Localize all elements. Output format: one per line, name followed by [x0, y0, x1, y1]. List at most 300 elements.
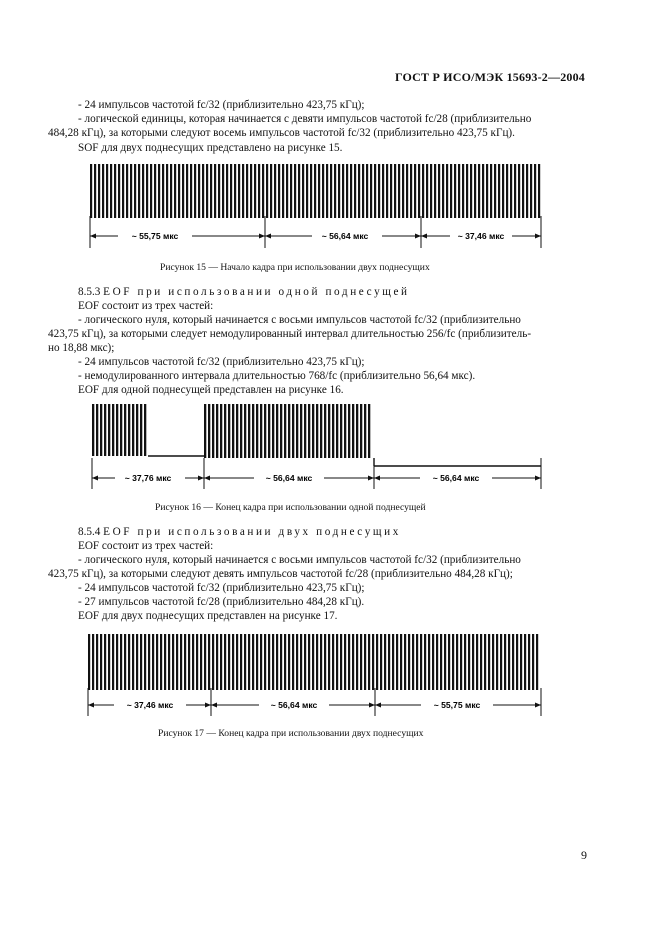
- pulse: [520, 634, 522, 690]
- pulse: [334, 164, 336, 218]
- pulse: [318, 164, 320, 218]
- pulse: [470, 164, 472, 218]
- pulse: [456, 634, 458, 690]
- pulse: [142, 164, 144, 218]
- dimension-arrow: [204, 476, 210, 481]
- pulse: [398, 164, 400, 218]
- pulse: [290, 164, 292, 218]
- pulse: [260, 634, 262, 690]
- pulse: [214, 164, 216, 218]
- section-853-line-6: EOF для одной поднесущей представлен на рисунке 16.: [78, 384, 344, 396]
- section-853-heading: [78, 285, 410, 300]
- pulse: [330, 164, 332, 218]
- pulse: [304, 404, 306, 458]
- pulse: [356, 634, 358, 690]
- sof-line-3: 484,28 кГц), за которыми следуют восемь импульсов частотой fc/32 (приблизительно 423,75 кГц).: [48, 127, 515, 139]
- pulse: [344, 634, 346, 690]
- section-854-line-2: 423,75 кГц), за которыми следуют девять импульсов частотой fc/28 (приблизительно 484,28 кГц);: [48, 568, 513, 580]
- pulse: [436, 634, 438, 690]
- pulse: [284, 404, 286, 458]
- figure-16-label-3: ~ 56,64 мкс: [432, 473, 480, 483]
- pulse: [538, 164, 540, 218]
- pulse: [102, 164, 104, 218]
- pulse: [138, 164, 140, 218]
- pulse: [272, 404, 274, 458]
- pulse: [476, 634, 478, 690]
- pulse: [246, 164, 248, 218]
- figure-16-caption: Рисунок 16 — Конец кадра при использовании одной поднесущей: [155, 502, 426, 513]
- pulse: [296, 634, 298, 690]
- pulse: [300, 634, 302, 690]
- pulse: [124, 404, 126, 456]
- pulse: [322, 164, 324, 218]
- pulse: [288, 634, 290, 690]
- pulse: [98, 164, 100, 218]
- section-854-line-4: - 27 импульсов частотой fc/28 (приблизительно 484,28 кГц).: [78, 596, 365, 608]
- pulse: [96, 634, 98, 690]
- pulse: [210, 164, 212, 218]
- dimension-arrow: [211, 703, 217, 708]
- pulse: [88, 634, 90, 690]
- section-854-intro: EOF состоит из трех частей:: [78, 540, 214, 552]
- pulse: [450, 164, 452, 218]
- pulse: [394, 164, 396, 218]
- dimension-arrow: [375, 703, 381, 708]
- section-853-title: EOF при использовании одной поднесущей: [103, 286, 410, 298]
- pulse: [434, 164, 436, 218]
- pulse: [280, 634, 282, 690]
- pulse: [426, 164, 428, 218]
- section-853-line-4: - 24 импульсов частотой fc/32 (приблизительно 423,75 кГц);: [78, 356, 365, 368]
- pulse: [168, 634, 170, 690]
- pulse: [466, 164, 468, 218]
- pulse: [232, 634, 234, 690]
- pulse: [332, 404, 334, 458]
- pulse: [118, 164, 120, 218]
- dimension-arrow: [368, 476, 374, 481]
- section-854-line-5: EOF для двух поднесущих представлен на рисунке 17.: [78, 610, 338, 622]
- pulse: [150, 164, 152, 218]
- pulse: [474, 164, 476, 218]
- pulse: [464, 634, 466, 690]
- pulse: [380, 634, 382, 690]
- pulse: [208, 404, 210, 458]
- figure-16: [0, 400, 661, 492]
- pulse: [170, 164, 172, 218]
- pulse: [220, 634, 222, 690]
- pulse: [488, 634, 490, 690]
- pulse: [328, 404, 330, 458]
- pulse: [320, 634, 322, 690]
- pulse: [328, 634, 330, 690]
- pulse: [154, 164, 156, 218]
- pulse: [514, 164, 516, 218]
- pulse: [220, 404, 222, 458]
- pulse: [224, 634, 226, 690]
- pulse: [108, 634, 110, 690]
- dimension-arrow: [535, 476, 541, 481]
- pulse: [112, 634, 114, 690]
- pulse: [126, 164, 128, 218]
- pulse: [172, 634, 174, 690]
- pulse: [242, 164, 244, 218]
- pulse: [188, 634, 190, 690]
- pulse: [304, 634, 306, 690]
- pulse: [312, 634, 314, 690]
- section-854-line-1: - логического нуля, который начинается с восьми импульсов частотой fc/32 (приблизительно: [78, 554, 521, 566]
- pulse: [200, 634, 202, 690]
- pulse: [442, 164, 444, 218]
- pulse: [136, 634, 138, 690]
- pulse: [256, 404, 258, 458]
- pulse: [212, 634, 214, 690]
- dimension-arrow: [374, 476, 380, 481]
- pulse: [164, 634, 166, 690]
- pulse: [378, 164, 380, 218]
- pulse: [524, 634, 526, 690]
- pulse: [338, 164, 340, 218]
- pulse: [248, 404, 250, 458]
- pulse: [386, 164, 388, 218]
- pulse: [406, 164, 408, 218]
- pulse: [250, 164, 252, 218]
- pulse: [366, 164, 368, 218]
- pulse: [92, 634, 94, 690]
- pulse: [268, 634, 270, 690]
- pulse: [162, 164, 164, 218]
- pulse: [458, 164, 460, 218]
- pulse: [284, 634, 286, 690]
- pulse: [92, 404, 94, 456]
- pulse: [528, 634, 530, 690]
- pulse: [384, 634, 386, 690]
- pulse: [408, 634, 410, 690]
- pulse: [348, 404, 350, 458]
- pulse: [122, 164, 124, 218]
- pulse: [530, 164, 532, 218]
- figure-15-label-1: ~ 55,75 мкс: [131, 231, 179, 241]
- pulse: [236, 634, 238, 690]
- pulse: [174, 164, 176, 218]
- pulse: [336, 404, 338, 458]
- pulse: [410, 164, 412, 218]
- pulse: [166, 164, 168, 218]
- pulse: [184, 634, 186, 690]
- pulse: [340, 404, 342, 458]
- pulse: [352, 634, 354, 690]
- pulse: [272, 634, 274, 690]
- pulse: [190, 164, 192, 218]
- pulse: [308, 634, 310, 690]
- pulse: [218, 164, 220, 218]
- pulse: [194, 164, 196, 218]
- pulse: [472, 634, 474, 690]
- pulse: [108, 404, 110, 456]
- pulse: [288, 404, 290, 458]
- pulse: [212, 404, 214, 458]
- sof-line-4: SOF для двух поднесущих представлено на рисунке 15.: [78, 142, 343, 154]
- figure-16-label-1: ~ 37,76 мкс: [124, 473, 172, 483]
- pulse: [222, 164, 224, 218]
- figure-15-diagram: [0, 158, 661, 253]
- pulse: [112, 404, 114, 456]
- pulse: [364, 634, 366, 690]
- figure-17-diagram: [0, 628, 661, 720]
- pulse: [522, 164, 524, 218]
- pulse: [178, 164, 180, 218]
- pulse: [452, 634, 454, 690]
- pulse: [416, 634, 418, 690]
- pulse: [370, 164, 372, 218]
- pulse: [282, 164, 284, 218]
- pulse: [236, 404, 238, 458]
- pulse: [204, 404, 206, 458]
- section-854-number: 8.5.4: [78, 526, 101, 538]
- pulse: [128, 634, 130, 690]
- pulse: [428, 634, 430, 690]
- pulse: [186, 164, 188, 218]
- figure-15: [0, 158, 661, 253]
- pulse: [342, 164, 344, 218]
- pulse: [512, 634, 514, 690]
- pulse: [90, 164, 92, 218]
- figure-15-caption: Рисунок 15 — Начало кадра при использовании двух поднесущих: [160, 262, 430, 273]
- pulse: [374, 164, 376, 218]
- pulse: [454, 164, 456, 218]
- pulse: [116, 634, 118, 690]
- figure-17-caption: Рисунок 17 — Конец кадра при использовании двух поднесущих: [158, 728, 424, 739]
- sof-line-1: - 24 импульсов частотой fc/32 (приблизительно 423,75 кГц);: [78, 99, 365, 111]
- pulse: [350, 164, 352, 218]
- pulse: [262, 164, 264, 218]
- pulse: [180, 634, 182, 690]
- pulse: [432, 634, 434, 690]
- pulse: [232, 404, 234, 458]
- dimension-arrow: [535, 703, 541, 708]
- pulse: [226, 164, 228, 218]
- pulse: [274, 164, 276, 218]
- pulse: [326, 164, 328, 218]
- pulse: [234, 164, 236, 218]
- pulse: [106, 164, 108, 218]
- pulse: [298, 164, 300, 218]
- pulse: [444, 634, 446, 690]
- pulse: [120, 634, 122, 690]
- pulse: [158, 164, 160, 218]
- pulse: [502, 164, 504, 218]
- pulse: [430, 164, 432, 218]
- pulse: [382, 164, 384, 218]
- pulse: [128, 404, 130, 456]
- pulse: [198, 164, 200, 218]
- figure-15-label-3: ~ 37,46 мкс: [457, 231, 505, 241]
- pulse: [462, 164, 464, 218]
- pulse: [124, 634, 126, 690]
- pulse: [240, 404, 242, 458]
- pulse: [100, 404, 102, 456]
- pulse: [486, 164, 488, 218]
- pulse: [348, 634, 350, 690]
- dimension-arrow: [415, 234, 421, 239]
- sof-line-2: - логической единицы, которая начинается с девяти импульсов частотой fc/28 (приблизительно: [78, 113, 532, 125]
- pulse: [228, 404, 230, 458]
- pulse: [356, 404, 358, 458]
- pulse: [388, 634, 390, 690]
- pulse: [324, 404, 326, 458]
- pulse: [276, 634, 278, 690]
- pulse: [132, 634, 134, 690]
- pulse: [148, 634, 150, 690]
- pulse: [196, 634, 198, 690]
- pulse: [276, 404, 278, 458]
- section-854-title: EOF при использовании двух поднесущих: [103, 526, 401, 538]
- pulse: [376, 634, 378, 690]
- pulse: [368, 634, 370, 690]
- pulse: [352, 404, 354, 458]
- pulse: [518, 164, 520, 218]
- dimension-arrow: [198, 476, 204, 481]
- pulse: [306, 164, 308, 218]
- pulse: [404, 634, 406, 690]
- pulse: [244, 404, 246, 458]
- pulse: [192, 634, 194, 690]
- pulse: [418, 164, 420, 218]
- pulse: [422, 164, 424, 218]
- pulse: [244, 634, 246, 690]
- pulse: [412, 634, 414, 690]
- figure-17-label-3: ~ 55,75 мкс: [433, 700, 481, 710]
- pulse: [492, 634, 494, 690]
- pulse: [116, 404, 118, 456]
- pulse: [526, 164, 528, 218]
- pulse: [316, 634, 318, 690]
- pulse: [468, 634, 470, 690]
- pulse: [484, 634, 486, 690]
- pulse: [446, 164, 448, 218]
- pulse: [496, 634, 498, 690]
- pulse: [312, 404, 314, 458]
- pulse: [134, 164, 136, 218]
- pulse: [438, 164, 440, 218]
- pulse: [286, 164, 288, 218]
- pulse: [130, 164, 132, 218]
- pulse: [266, 164, 268, 218]
- pulse: [228, 634, 230, 690]
- pulse: [280, 404, 282, 458]
- pulse: [504, 634, 506, 690]
- pulse: [516, 634, 518, 690]
- pulse: [340, 634, 342, 690]
- figure-17: [0, 628, 661, 720]
- pulse: [482, 164, 484, 218]
- pulse: [506, 164, 508, 218]
- pulse: [120, 404, 122, 456]
- pulse: [532, 634, 534, 690]
- pulse: [140, 634, 142, 690]
- dimension-arrow: [369, 703, 375, 708]
- pulse: [310, 164, 312, 218]
- pulse: [114, 164, 116, 218]
- pulse: [302, 164, 304, 218]
- pulse: [136, 404, 138, 456]
- figure-17-pulses: [88, 634, 538, 690]
- pulse: [144, 634, 146, 690]
- pulse: [202, 164, 204, 218]
- pulse: [414, 164, 416, 218]
- pulse: [230, 164, 232, 218]
- pulse: [534, 164, 536, 218]
- pulse: [260, 404, 262, 458]
- section-853-intro: EOF состоит из трех частей:: [78, 300, 214, 312]
- pulse: [300, 404, 302, 458]
- pulse: [344, 404, 346, 458]
- figure-17-label-2: ~ 56,64 мкс: [270, 700, 318, 710]
- pulse: [396, 634, 398, 690]
- figure-16-label-2: ~ 56,64 мкс: [265, 473, 313, 483]
- pulse: [208, 634, 210, 690]
- pulse: [448, 634, 450, 690]
- pulse: [278, 164, 280, 218]
- pulse: [254, 164, 256, 218]
- page-number: 9: [581, 848, 587, 862]
- pulse: [500, 634, 502, 690]
- section-854-line-3: - 24 импульсов частотой fc/32 (приблизительно 423,75 кГц);: [78, 582, 365, 594]
- pulse: [96, 404, 98, 456]
- pulse: [216, 404, 218, 458]
- pulse: [358, 164, 360, 218]
- dimension-arrow: [88, 703, 94, 708]
- pulse: [536, 634, 538, 690]
- pulse: [400, 634, 402, 690]
- pulse: [332, 634, 334, 690]
- pulse: [292, 404, 294, 458]
- pulse: [100, 634, 102, 690]
- pulse: [510, 164, 512, 218]
- pulse: [94, 164, 96, 218]
- pulse: [258, 164, 260, 218]
- figure-17-label-1: ~ 37,46 мкс: [126, 700, 174, 710]
- pulse: [104, 404, 106, 456]
- pulse: [314, 164, 316, 218]
- pulse: [498, 164, 500, 218]
- pulse: [402, 164, 404, 218]
- pulse: [264, 404, 266, 458]
- pulse: [240, 634, 242, 690]
- figure-15-label-2: ~ 56,64 мкс: [321, 231, 369, 241]
- section-853-number: 8.5.3: [78, 286, 101, 298]
- pulse: [144, 404, 146, 456]
- figure-16-diagram: [0, 400, 661, 492]
- pulse: [206, 164, 208, 218]
- pulse: [270, 164, 272, 218]
- pulse: [296, 404, 298, 458]
- pulse: [372, 634, 374, 690]
- pulse: [110, 164, 112, 218]
- pulse: [160, 634, 162, 690]
- pulse: [460, 634, 462, 690]
- standard-header: ГОСТ Р ИСО/МЭК 15693-2—2004: [394, 70, 585, 84]
- pulse: [354, 164, 356, 218]
- pulse: [268, 404, 270, 458]
- pulse: [390, 164, 392, 218]
- pulse: [362, 164, 364, 218]
- pulse: [294, 164, 296, 218]
- dimension-arrow: [535, 234, 541, 239]
- pulse: [420, 634, 422, 690]
- pulse: [252, 404, 254, 458]
- dimension-arrow: [90, 234, 96, 239]
- pulse: [336, 634, 338, 690]
